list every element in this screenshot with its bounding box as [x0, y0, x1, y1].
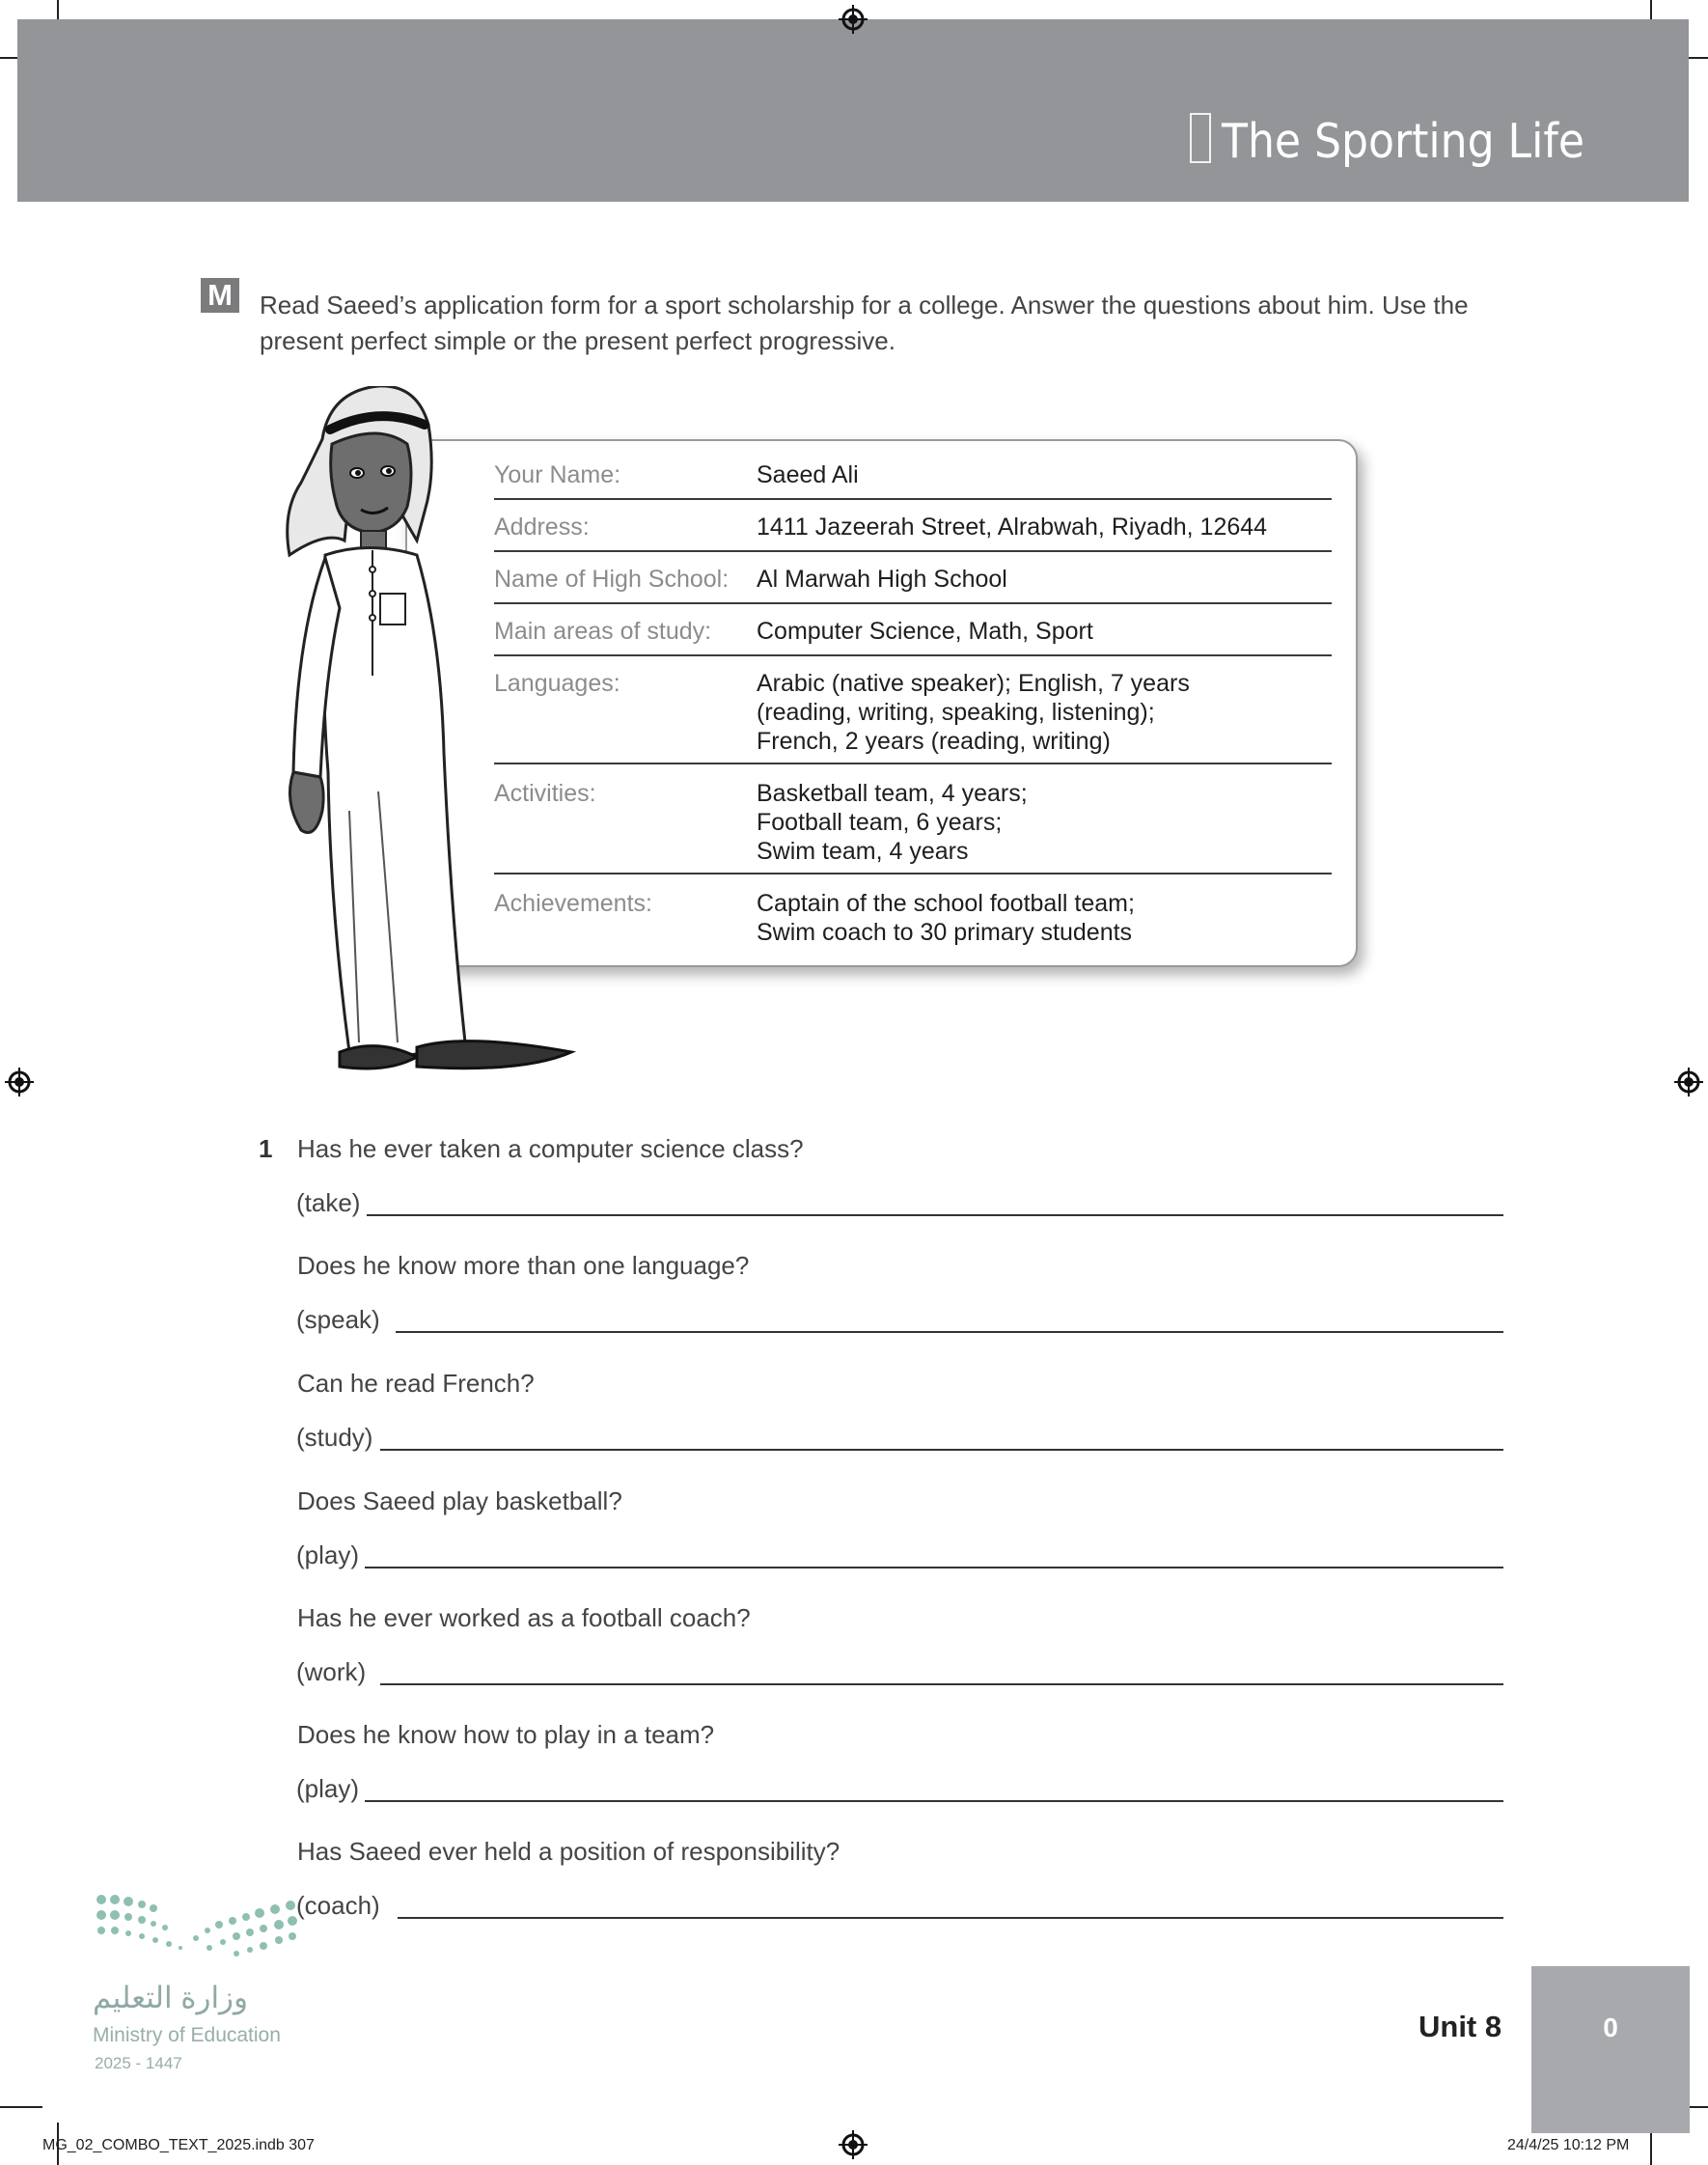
- form-label: Achievements:: [494, 890, 652, 917]
- question-text: Does Saeed play basketball?: [297, 1486, 622, 1515]
- question-hint: (coach): [296, 1891, 380, 1920]
- question-text: Has Saeed ever held a position of responsibility?: [297, 1837, 840, 1866]
- crop-mark: [0, 2106, 42, 2108]
- form-row-activities: [494, 779, 1332, 874]
- form-label: Name of High School:: [494, 566, 730, 593]
- question-text: Has he ever worked as a football coach?: [297, 1603, 751, 1632]
- answer-line[interactable]: [380, 1449, 1503, 1451]
- ministry-year: 2025 - 1447: [95, 2054, 182, 2072]
- form-row-address: [494, 513, 1332, 552]
- answer-line[interactable]: [365, 1800, 1503, 1802]
- form-value-line: Swim team, 4 years: [757, 838, 969, 865]
- print-slug-file: MG_02_COMBO_TEXT_2025.indb 307: [42, 2137, 315, 2153]
- answer-line[interactable]: [396, 1331, 1503, 1333]
- form-row-high-school: [494, 565, 1332, 604]
- page-number: 0: [1603, 2012, 1618, 2042]
- header-band: [17, 19, 1689, 202]
- form-value-line: Al Marwah High School: [757, 566, 1007, 593]
- form-label: Your Name:: [494, 461, 621, 488]
- ministry-logo-dots-icon: [92, 1892, 314, 1969]
- form-label: Address:: [494, 513, 590, 541]
- ministry-english-name: Ministry of Education: [93, 2024, 281, 2046]
- form-row-achievements: [494, 889, 1332, 951]
- form-value: [757, 460, 859, 489]
- question-hint: (play): [296, 1774, 360, 1803]
- question-text: Can he read French?: [297, 1369, 535, 1398]
- question-text: Does he know how to play in a team?: [297, 1720, 715, 1749]
- question-text: Does he know more than one language?: [297, 1251, 750, 1280]
- exercise-badge: M: [201, 278, 239, 313]
- form-value: [757, 779, 1028, 866]
- registration-mark-icon: [839, 2130, 868, 2159]
- answer-line[interactable]: [365, 1567, 1503, 1568]
- question-hint: (speak): [296, 1305, 380, 1334]
- form-value-line: Football team, 6 years;: [757, 809, 1003, 836]
- form-row-study: [494, 617, 1332, 656]
- form-row-name: [494, 460, 1332, 500]
- saeed-illustration: [272, 386, 581, 1105]
- form-label: Main areas of study:: [494, 618, 712, 645]
- question-text: Has he ever taken a computer science class?: [297, 1134, 804, 1163]
- question-number: 1: [259, 1134, 273, 1163]
- answer-line[interactable]: [367, 1214, 1503, 1216]
- form-value-line: Arabic (native speaker); English, 7 years: [757, 670, 1190, 697]
- registration-mark-icon: [5, 1068, 34, 1096]
- form-value-line: Swim coach to 30 primary students: [757, 919, 1133, 946]
- answer-line[interactable]: [380, 1683, 1503, 1685]
- form-value-line: Saeed Ali: [757, 461, 859, 488]
- form-value: [757, 617, 1093, 646]
- form-row-languages: [494, 669, 1332, 764]
- form-value: [757, 513, 1267, 541]
- form-label: Languages:: [494, 670, 620, 697]
- registration-mark-icon: [839, 5, 868, 34]
- form-label: Activities:: [494, 780, 596, 807]
- form-value: [757, 565, 1007, 594]
- form-value-line: Captain of the school football team;: [757, 890, 1135, 917]
- header-marker-icon: [1190, 113, 1211, 163]
- question-hint: (study): [296, 1423, 373, 1452]
- question-hint: (play): [296, 1540, 360, 1569]
- registration-mark-icon: [1674, 1068, 1703, 1096]
- form-value-line: Computer Science, Math, Sport: [757, 618, 1093, 645]
- question-hint: (work): [296, 1657, 367, 1686]
- print-slug-date: 24/4/25 10:12 PM: [1507, 2137, 1630, 2153]
- exercise-instruction: Read Saeed’s application form for a sport scholarship for a college. Answer the questions about him. Use the present perfect simple or the present perfect progressive.: [260, 291, 1469, 355]
- form-value-line: Basketball team, 4 years;: [757, 780, 1028, 807]
- form-value-line: French, 2 years (reading, writing): [757, 728, 1111, 755]
- form-value-line: 1411 Jazeerah Street, Alrabwah, Riyadh, 12644: [757, 513, 1268, 541]
- page-number-box: [1531, 1966, 1690, 2133]
- ministry-arabic-name: وزارة التعليم: [93, 1981, 248, 2014]
- question-hint: (take): [296, 1188, 361, 1217]
- form-value-line: (reading, writing, speaking, listening);: [757, 699, 1155, 726]
- unit-title: The Sporting Life: [1222, 114, 1584, 169]
- answer-line[interactable]: [398, 1917, 1503, 1919]
- unit-label: Unit 8: [1419, 2010, 1502, 2043]
- form-value: [757, 669, 1190, 756]
- form-value: [757, 889, 1135, 947]
